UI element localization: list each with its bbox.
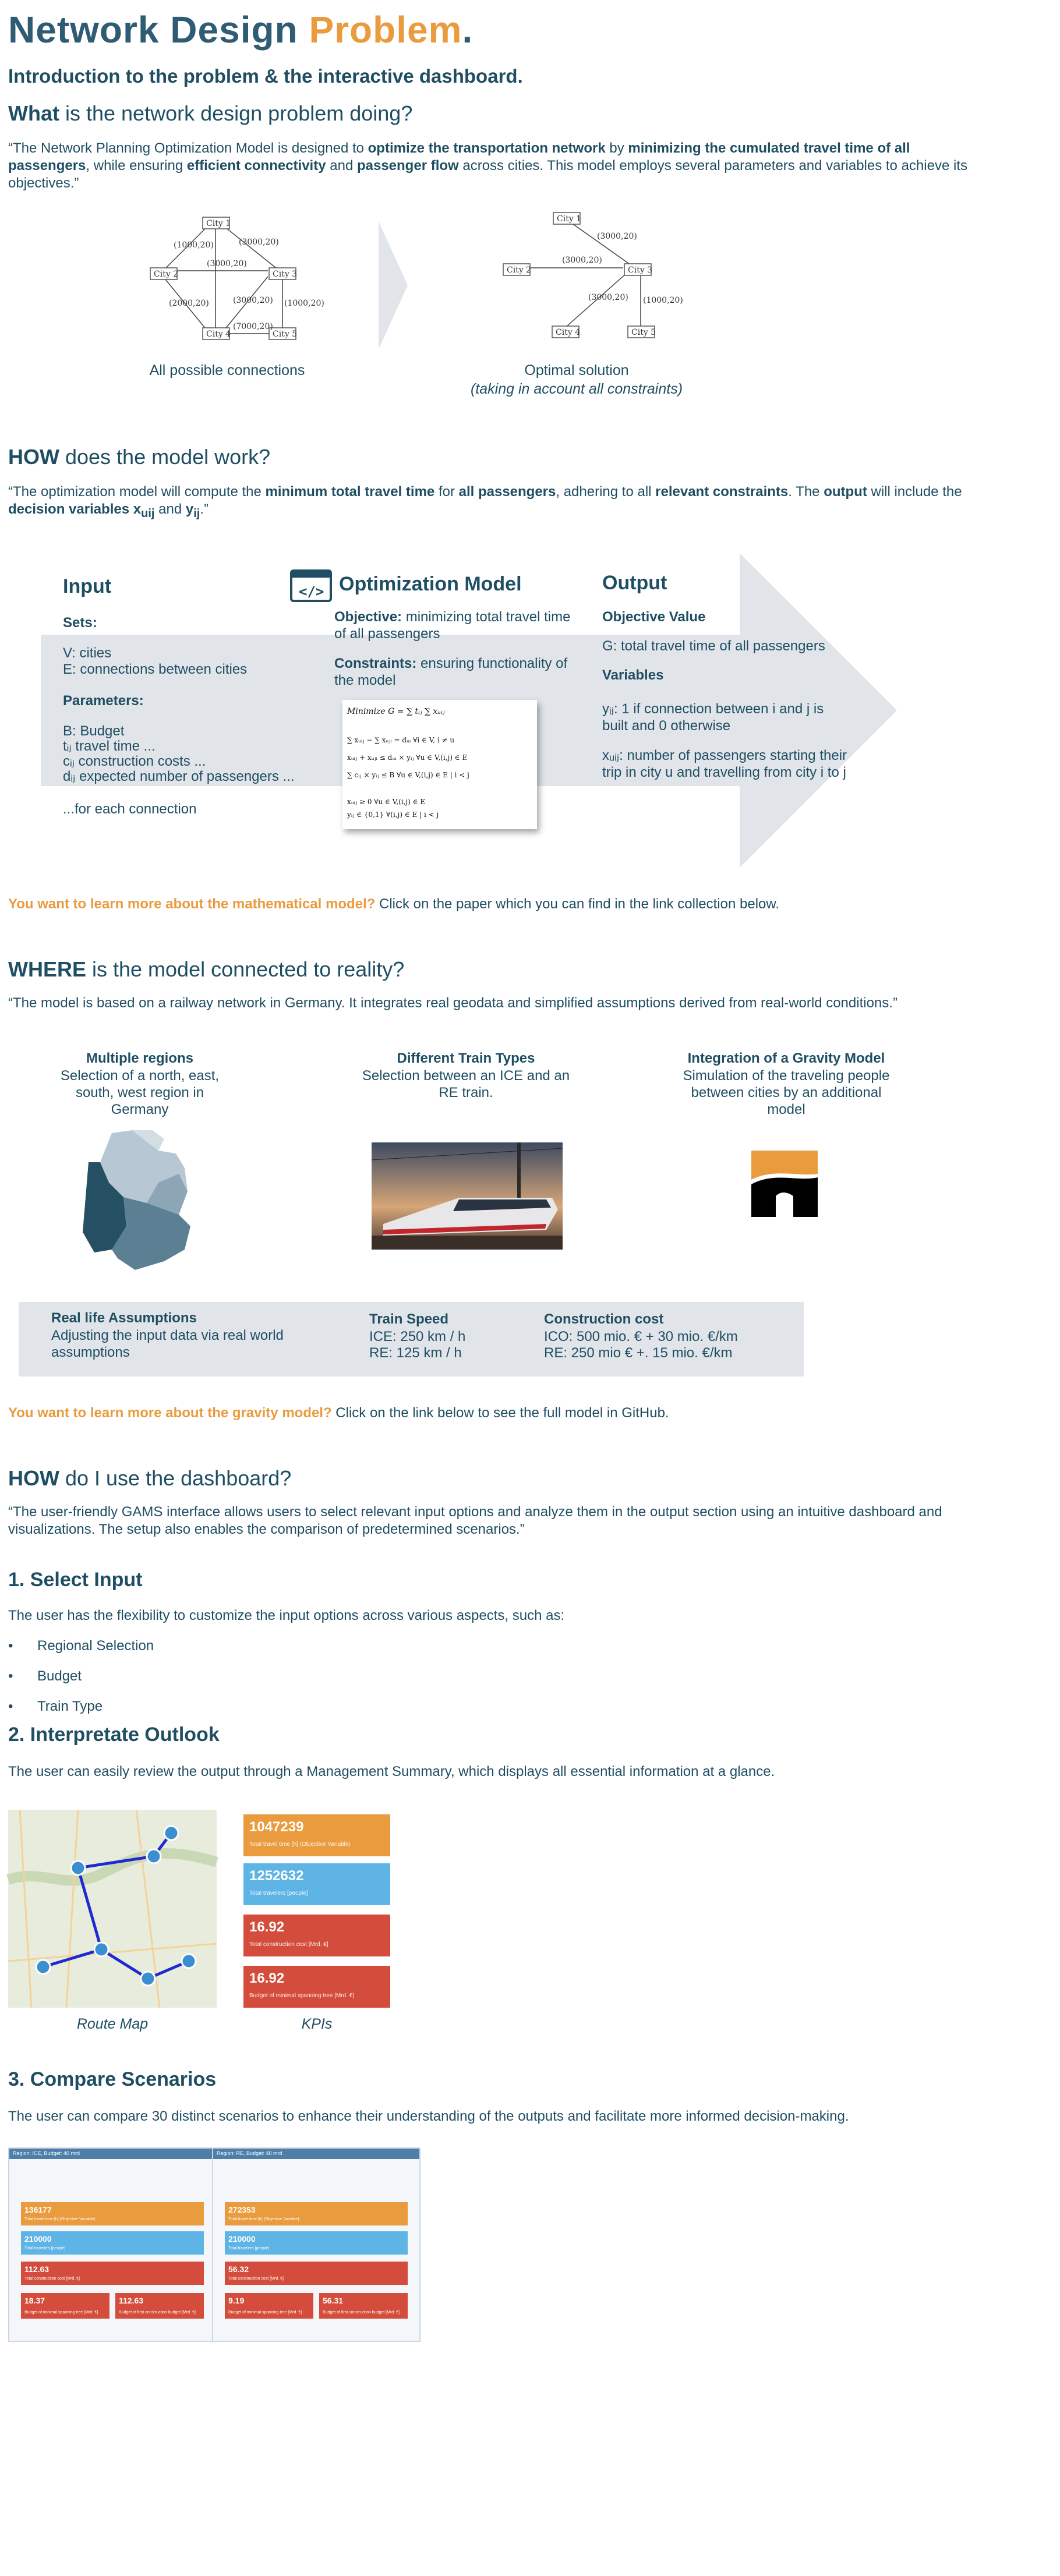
route-map-bg (8, 1810, 217, 2008)
construction-cost-re: RE: 250 mio € +. 15 mio. €/km (544, 1345, 733, 1361)
hm-b1: minimum total travel time (265, 484, 435, 500)
scenario-1-kpi-3-value: 112.63 (24, 2264, 50, 2274)
constraints-desc: ensuring functionality of the model (334, 656, 568, 688)
edge-label-5: (2000,20) (169, 299, 209, 308)
what-p3: , while ensuring (86, 158, 187, 174)
gravity-logo-top (751, 1151, 818, 1180)
kpi-travelers-label: Total travelers [people] (249, 1890, 308, 1896)
hm-b4: output (824, 484, 867, 500)
params-label: Parameters: (63, 693, 144, 709)
scenario-1-header (9, 2149, 215, 2159)
city-3-label: City 3 (273, 270, 298, 279)
title-part2: Problem (309, 9, 462, 51)
formula-2: ∑ xᵤᵢⱼ − ∑ xᵤⱼᵢ = dᵤᵢ ∀i ∈ V, i ≠ u (347, 736, 455, 744)
construction-cost-title: Construction cost (544, 1311, 664, 1327)
opt-edge-label-2: (3000,20) (562, 256, 602, 265)
hm-p5: will include the (867, 484, 962, 500)
opt-edge-label-1: (3000,20) (597, 232, 637, 241)
scenario-1-kpi-1 (21, 2202, 204, 2225)
bullet-2-text: Budget (37, 1668, 82, 1684)
opt-city-3-label: City 3 (628, 266, 653, 275)
route-map-pin-5 (141, 1972, 155, 1986)
kpi-travelers (243, 1863, 390, 1905)
how-use-heading-rest: do I use the dashboard? (59, 1466, 292, 1490)
scenario-1-kpi-5-value: 112.63 (119, 2296, 144, 2305)
train-photo (372, 1142, 563, 1250)
diagram-arrow-shape (379, 221, 408, 349)
code-window-bar (291, 571, 331, 578)
scenario-1-kpi-3-label: Total construction cost [Mrd. €] (24, 2277, 80, 2281)
bullet-3-text: Train Type (37, 1699, 103, 1714)
scenario-2-kpi-2-value: 210000 (228, 2234, 256, 2244)
objval-text: G: total travel time of all passengers (602, 638, 825, 654)
hm-sub1: uij (141, 507, 155, 520)
kpi-construction-cost (243, 1915, 390, 1956)
output-title: Output (602, 572, 667, 594)
network-all-connections (146, 213, 324, 349)
formula-5: xᵤᵢⱼ ≥ 0 ∀u ∈ V,(i,j) ∈ E (347, 798, 426, 806)
edge-label-7: (7000,20) (233, 322, 273, 331)
set-e: E: connections between cities (63, 661, 248, 677)
route-map-pin-6 (182, 1954, 196, 1968)
what-b1: optimize the transportation network (368, 140, 606, 156)
edge-label-4: (3000,20) (233, 296, 273, 305)
how-model-heading-bold: HOW (8, 445, 59, 469)
hm-p7: .” (200, 501, 209, 517)
learn-gravity-rest: Click on the link below to see the full model in GitHub. (331, 1405, 669, 1421)
route-map-caption: Route Map (76, 2016, 149, 2032)
opt-edge-label-3: (3000,20) (588, 293, 628, 302)
scenario-1-kpi-2-value: 210000 (24, 2234, 52, 2244)
scenario-2-header (213, 2149, 419, 2159)
where-heading-bold: WHERE (8, 957, 86, 981)
what-heading-rest: is the network design problem doing? (59, 101, 413, 125)
scenario-screenshot-2[interactable] (212, 2147, 421, 2342)
assumption-title: Real life Assumptions (51, 1310, 197, 1326)
scenario-2-kpi-4-value: 9.19 (228, 2296, 245, 2305)
kpi-construction-cost-value: 16.92 (249, 1919, 285, 1935)
scenario-2-kpi-4 (225, 2293, 313, 2319)
scenario-2-kpi-2 (225, 2231, 408, 2255)
scenario-2-header-text: Region: RE, Budget: 40 mrd (217, 2150, 282, 2156)
scenario-2-kpi-3-label: Total construction cost [Mrd. €] (228, 2277, 284, 2281)
scenario-1-kpi-5-label: Budget of first construction budget [Mrd. €] (119, 2310, 196, 2315)
kpi-travel-time (243, 1814, 390, 1856)
set-v: V: cities (63, 645, 112, 661)
hm-p3: , adhering to all (556, 484, 656, 500)
kpi-travel-time-label: Total travel time [h] (Objective Variable) (249, 1841, 351, 1848)
objective-text (334, 609, 579, 643)
how-use-heading (8, 1466, 291, 1491)
scenario-1-kpi-5 (115, 2293, 204, 2319)
what-heading-bold: What (8, 101, 59, 125)
step1-text: The user has the flexibility to customize the input options across various aspects, such as: (8, 1608, 565, 1623)
hm-p1: “The optimization model will compute the (8, 484, 266, 500)
scenario-2-kpi-1 (225, 2202, 408, 2225)
what-b4: passenger flow (356, 158, 459, 174)
scenario-2-kpi-3 (225, 2262, 408, 2285)
diagram-right-caption: Optimal solution (524, 362, 629, 378)
formula-card (342, 700, 537, 829)
what-p1: “The Network Planning Optimization Model is designed to (8, 140, 368, 156)
hm-b5-text: decision variables x (8, 501, 142, 517)
scenario-1-kpi-1-label: Total travel time [h] (Objective Variable) (24, 2217, 96, 2221)
feature-regions-text: Selection of a north, east, south, west region in Germany (60, 1068, 220, 1117)
step2-title: 2. Interpretate Outlook (8, 1724, 220, 1746)
edge-label-1: (1000,20) (174, 240, 214, 250)
scenario-1-kpi-4-value: 18.37 (24, 2296, 45, 2305)
scenario-2-kpi-5-label: Budget of first construction budget [Mrd. €] (323, 2310, 400, 2315)
hm-p4: . The (788, 484, 824, 500)
scenario-1-header-text: Region: ICE, Budget: 40 mrd (13, 2150, 80, 2156)
diagram-left-caption: All possible connections (149, 362, 305, 378)
scenario-2-kpi-2-label: Total travelers [people] (228, 2246, 270, 2251)
scenario-2-kpi-1-value: 272353 (228, 2205, 256, 2214)
what-b2: minimizing the cumulated travel time of all passengers (8, 140, 910, 174)
what-b3: efficient connectivity (186, 158, 326, 174)
learn-math-orange: You want to learn more about the mathematical model? (8, 896, 376, 912)
opt-city-4-label: City 4 (556, 328, 581, 337)
formula-6: yᵢⱼ ∈ {0,1} ∀(i,j) ∈ E | i < j (347, 811, 439, 819)
kpi-budget-mst (243, 1966, 390, 2008)
title-part1: Network Design (8, 9, 309, 51)
edge-label-6: (1000,20) (284, 299, 324, 308)
bullet-1: • Regional Selection (8, 1638, 154, 1654)
opt-city-5-label: City 5 (631, 328, 656, 337)
page-title (8, 8, 473, 51)
scenario-1-kpi-3 (21, 2262, 204, 2285)
kpi-construction-cost-label: Total construction cost [Mrd. €] (249, 1941, 328, 1948)
opt-city-1-label: City 1 (557, 214, 582, 224)
bullet-1-text: Regional Selection (37, 1638, 154, 1654)
scenario-2-kpi-4-label: Budget of minimal spanning tree [Mrd. €] (228, 2310, 302, 2315)
title-dot: . (462, 9, 474, 51)
var-x: xᵤᵢⱼ: number of passengers starting their trip in city u and travelling from city i to j (602, 748, 847, 780)
opt-title: Optimization Model (339, 573, 522, 595)
feature-regions-title: Multiple regions (86, 1050, 193, 1066)
train-track (372, 1236, 563, 1250)
what-heading (8, 101, 412, 126)
step1-title: 1. Select Input (8, 1569, 143, 1591)
opt-edge-label-4: (1000,20) (643, 296, 683, 305)
code-window-glyph: </> (299, 583, 324, 600)
input-title: Input (63, 575, 112, 597)
germany-map-icon (77, 1127, 199, 1273)
constraints-text (334, 656, 579, 689)
constraints-label: Constraints: (334, 656, 417, 671)
city-4-label: City 4 (206, 330, 231, 339)
kpi-travel-time-value: 1047239 (249, 1819, 304, 1835)
scenario-1-kpi-2 (21, 2231, 204, 2255)
param-construction-costs: cᵢⱼ construction costs ... (63, 753, 206, 769)
edge-label-2: (3000,20) (239, 238, 279, 247)
scenario-1-kpi-4 (21, 2293, 109, 2319)
step2-text: The user can easily review the output through a Management Summary, which displays all essential information at a glance. (8, 1764, 775, 1779)
learn-gravity-orange: You want to learn more about the gravity model? (8, 1405, 332, 1421)
param-budget: B: Budget (63, 723, 125, 739)
objective-desc: minimizing total travel time of all passengers (334, 609, 571, 642)
train-speed-title: Train Speed (369, 1311, 449, 1327)
step3-text: The user can compare 30 distinct scenarios to enhance their understanding of the outputs and facilitate more informed decision-making. (8, 2108, 849, 2124)
kpi-budget-mst-value: 16.92 (249, 1970, 285, 1986)
formula-1: Minimize G = ∑ tᵢⱼ ∑ xᵤᵢⱼ (347, 707, 445, 716)
feature-gravity-title: Integration of a Gravity Model (687, 1050, 885, 1066)
kpi-budget-mst-label: Budget of minimal spanning tree [Mrd. €] (249, 1993, 355, 1999)
how-use-heading-bold: HOW (8, 1466, 59, 1490)
scenario-screenshot-1[interactable] (8, 2147, 217, 2342)
construction-cost-ico: ICO: 500 mio. € + 30 mio. €/km (544, 1329, 738, 1344)
page-subtitle: Introduction to the problem & the interactive dashboard. (8, 65, 523, 87)
what-p5: across cities. This model employs several parameters and variables to achieve its objectives.” (8, 158, 967, 191)
scenario-1-kpi-2-label: Total travelers [people] (24, 2246, 66, 2251)
scenario-2-kpi-5 (319, 2293, 408, 2319)
diagram-arrow (379, 221, 408, 349)
where-paragraph: “The model is based on a railway network in Germany. It integrates real geodata and simplified assumptions derived from real-world conditions.” (8, 995, 898, 1011)
gravity-logo-icon (751, 1151, 818, 1217)
hm-sub2: ij (193, 507, 200, 520)
city-2-label: City 2 (154, 270, 179, 279)
scenario-2-kpi-3-value: 56.32 (228, 2264, 249, 2274)
how-model-paragraph (8, 483, 975, 521)
scenario-2-kpi-5-value: 56.31 (323, 2296, 344, 2305)
route-map (8, 1810, 217, 2008)
param-note: ...for each connection (63, 801, 197, 817)
where-heading (8, 957, 404, 982)
vars-label: Variables (602, 667, 664, 683)
param-travel-time: tᵢⱼ travel time ... (63, 738, 156, 754)
what-p4: and (326, 158, 357, 174)
hm-b5 (8, 501, 155, 520)
gravity-logo-bottom (751, 1177, 818, 1217)
edge-label-3: (3000,20) (207, 259, 247, 268)
route-map-pin-3 (71, 1861, 85, 1875)
how-use-paragraph: “The user-friendly GAMS interface allows users to select relevant input options and analyze them in the output section using an intuitive dashboard and visualizations. The setup also enables the comparison of predetermined scenarios.” (8, 1504, 942, 1537)
hm-b6-text: y (185, 501, 194, 517)
formula-3: xᵤᵢⱼ + xᵤⱼᵢ ≤ dᵤᵢ × yᵢⱼ ∀u ∈ V,(i,j) ∈ E (347, 753, 468, 762)
feature-train-title: Different Train Types (397, 1050, 535, 1066)
hm-b6 (185, 501, 200, 520)
param-passengers: dᵢⱼ expected number of passengers ... (63, 769, 295, 784)
opt-city-2-label: City 2 (507, 266, 532, 275)
feature-gravity-text: Simulation of the traveling people between cities by an additional model (683, 1068, 890, 1117)
learn-math-rest: Click on the paper which you can find in the link collection below. (375, 896, 780, 912)
learn-math-model (8, 896, 779, 913)
feature-train-text: Selection between an ICE and an RE train. (362, 1068, 570, 1101)
route-map-pin-4 (94, 1942, 108, 1956)
assumption-text: Adjusting the input data via real world assumptions (51, 1328, 284, 1360)
var-y: yᵢⱼ: 1 if connection between i and j is built and 0 otherwise (602, 701, 824, 734)
route-map-pin-7 (36, 1960, 50, 1974)
city-5-label: City 5 (273, 330, 298, 339)
hm-b2: all passengers (458, 484, 556, 500)
step3-title: 3. Compare Scenarios (8, 2068, 217, 2090)
objval-label: Objective Value (602, 609, 706, 625)
sets-label: Sets: (63, 615, 97, 631)
what-paragraph (8, 140, 975, 192)
city-1-label: City 1 (206, 219, 231, 228)
learn-gravity-model (8, 1404, 669, 1422)
kpi-travelers-value: 1252632 (249, 1868, 304, 1884)
train-speed-ice: ICE: 250 km / h (369, 1329, 466, 1344)
scenario-1-kpi-4-label: Budget of minimal spanning tree [Mrd. €] (24, 2310, 98, 2315)
network-optimal (501, 207, 683, 349)
code-window-icon (290, 569, 332, 602)
diagram-right-caption2: (taking in account all constraints) (470, 381, 683, 397)
route-map-pin-1 (164, 1826, 178, 1840)
hm-p2: for (434, 484, 459, 500)
bullet-3: • Train Type (8, 1699, 103, 1714)
kpi-caption: KPIs (301, 2016, 333, 2032)
formula-4: ∑ cᵢⱼ × yᵢⱼ ≤ B ∀u ∈ V,(i,j) ∈ E | i < j (347, 771, 469, 779)
hm-p6: and (154, 501, 186, 517)
route-map-pin-2 (147, 1849, 161, 1863)
where-heading-rest: is the model connected to reality? (86, 957, 405, 981)
objective-label: Objective: (334, 609, 402, 625)
how-model-heading (8, 445, 270, 469)
train-speed-re: RE: 125 km / h (369, 1345, 462, 1361)
bullet-2: • Budget (8, 1668, 82, 1684)
what-p2: by (605, 140, 628, 156)
hm-b3: relevant constraints (655, 484, 789, 500)
how-model-heading-rest: does the model work? (59, 445, 271, 469)
scenario-2-kpi-1-label: Total travel time [h] (Objective Variable) (228, 2217, 299, 2221)
scenario-1-kpi-1-value: 136177 (24, 2205, 52, 2214)
